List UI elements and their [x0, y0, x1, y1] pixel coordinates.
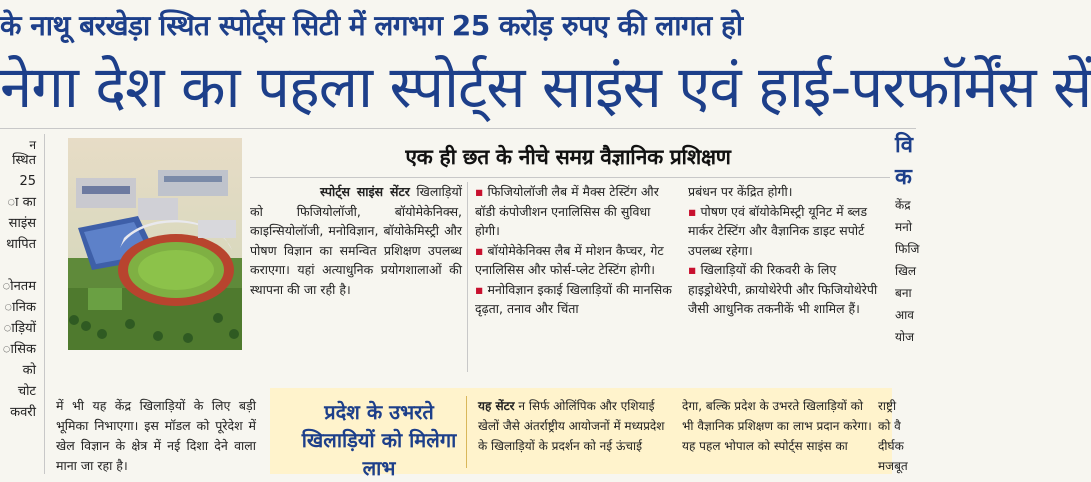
left-column-line: ोनतम — [2, 279, 36, 294]
rule-top — [0, 128, 916, 129]
article-continued-text: में भी यह केंद्र खिलाड़ियों के लिए बड़ी भूमिका निभाएगा। इस मॉडल को पूरेदेश में खेल विज्ञान के क्षेत्र में नई दिशा देने वाला माना जा रहा है। — [56, 398, 256, 473]
article-column-3 — [688, 182, 888, 319]
highlight-box-title: प्रदेश के उभरते खिलाड़ियों को मिलेगा लाभ — [301, 400, 457, 480]
left-column-line: ासिक — [2, 342, 36, 357]
left-column — [0, 150, 36, 450]
left-column-line: थापित — [6, 237, 36, 252]
headline-top: के नाथू बरखेड़ा स्थित स्पोर्ट्स सिटी में लगभग 25 करोड़ रुपए की लागत हो — [0, 9, 743, 42]
left-column-line: कवरी — [10, 405, 36, 420]
left-column-line: स्थित — [12, 153, 36, 168]
subhead-rule — [250, 177, 890, 178]
article-column-1 — [250, 182, 462, 299]
left-column-divider — [44, 134, 45, 474]
headline-main: नेगा देश का पहला स्पोर्ट्स साइंस एवं हाई-परफॉर्मेंस सें — [0, 53, 1091, 121]
sidebar-text-line: खिल — [895, 264, 917, 278]
article-text: खिलाड़ियों को फिजियोलॉजी, बॉयोमेकेनिक्स, काइन्सियोलॉजी, मनोविज्ञान, बॉयोकेमिस्ट्री और पोषण विज्ञान का समन्वित प्रशिक्षण उपलब्ध कराएगा। यहां अत्याधुनिक प्रयोगशालाओं की स्थापना की जा रही है। — [250, 184, 462, 297]
article-column-2 — [475, 182, 675, 319]
sidebar-headline-line: क — [895, 165, 912, 190]
highlight-box-line: राष्ट्री — [878, 399, 897, 413]
left-column-line: ाड़ियों — [3, 321, 36, 336]
highlight-box-text: न सिर्फ ओलिंपिक और एशियाई खेलों जैसे अंतर्राष्ट्रीय आयोजनों में मध्यप्रदेश के खिलाड़ियों के प्रदर्शन को नई ऊंचाई — [478, 399, 665, 453]
sidebar-text-line: योज — [895, 330, 914, 344]
sidebar-text-line: बना — [895, 286, 912, 300]
sidebar-headline-line: वि — [895, 133, 913, 158]
bullet-item: ▪ पोषण एवं बॉयोकेमिस्ट्री यूनिट में ब्लड मार्कर टेस्टिंग और वैज्ञानिक डाइट सपोर्ट उपलब्ध रहेगा। — [688, 202, 888, 261]
left-column-line — [0, 255, 36, 276]
left-column-line: को — [22, 363, 36, 378]
box-divider — [466, 396, 467, 468]
highlight-box-column-1 — [478, 396, 668, 456]
sidebar-text-line: केंद्र — [895, 198, 911, 212]
column-divider — [467, 182, 468, 372]
left-column-line: ा का — [7, 195, 36, 210]
highlight-box-line: मजबूत — [878, 459, 908, 473]
article-subhead: एक ही छत के नीचे समग्र वैज्ञानिक प्रशिक्षण — [405, 145, 731, 169]
article-lead: स्पोर्ट्स साइंस सेंटर — [320, 184, 410, 199]
bullet-item: ▪ खिलाड़ियों की रिकवरी के लिए हाइड्रोथेरेपी, क्रायोथेरेपी और फिजियोथेरेपी जैसी आधुनिक तकनीकें भी शामिल हैं। — [688, 260, 888, 319]
left-byline: न — [29, 138, 36, 152]
right-sidebar — [895, 130, 920, 480]
bullet-continuation: प्रबंधन पर केंद्रित होगी। — [688, 184, 793, 199]
sidebar-text-line: आव — [895, 308, 914, 322]
bullet-item: ▪ फिजियोलॉजी लैब में मैक्स टेस्टिंग और बॉडी कंपोजीशन एनालिसिस की सुविधा होगी। — [475, 182, 675, 241]
sports-city-rendering-image — [68, 138, 242, 350]
left-column-line: 25 — [19, 174, 36, 189]
left-column-line: साइंस — [8, 216, 36, 231]
highlight-box-line: दीर्घक — [878, 439, 904, 453]
left-column-line: ानिक — [4, 300, 36, 315]
sidebar-text-line: फिजि — [895, 242, 920, 256]
bullet-item: ▪ मनोविज्ञान इकाई खिलाड़ियों की मानसिक दृढ़ता, तनाव और चिंता — [475, 280, 675, 319]
highlight-box-lead: यह सेंटर — [478, 399, 515, 413]
bullet-item: ▪ बॉयोमेकेनिक्स लैब में मोशन कैप्चर, गेट एनालिसिस और फोर्स-प्लेट टेस्टिंग होगी। — [475, 241, 675, 280]
sidebar-text-line: मनो — [895, 220, 912, 234]
highlight-box-column-2: देगा, बल्कि प्रदेश के उभरते खिलाड़ियों को भी वैज्ञानिक प्रशिक्षण का लाभ प्रदान करेगा। यह पहल भोपाल को स्पोर्ट्स साइंस का — [682, 399, 872, 453]
highlight-box-line: को वै — [878, 419, 901, 433]
left-column-line: चोट — [17, 384, 36, 399]
